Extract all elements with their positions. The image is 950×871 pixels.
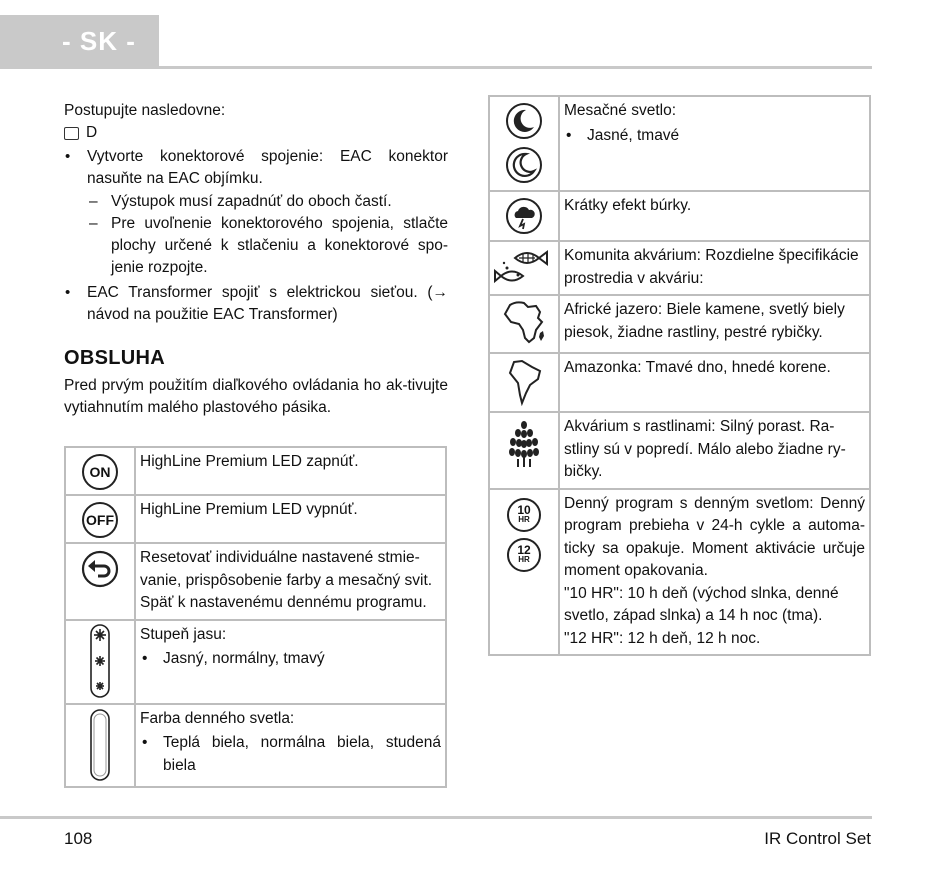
icon-cell bbox=[489, 412, 559, 489]
africa-map-icon bbox=[500, 299, 548, 347]
color-label: Farba denného svetla: bbox=[140, 709, 295, 727]
moonlight-options: • Jasné, tmavé bbox=[564, 125, 865, 148]
description-cell: Amazonka: Tmavé dno, hnedé korene. bbox=[559, 353, 870, 412]
fish-community-icon bbox=[493, 246, 555, 288]
footer-title: IR Control Set bbox=[764, 829, 871, 848]
table-row bbox=[65, 495, 446, 543]
off-button-icon: OFF bbox=[82, 502, 118, 538]
checkbox-icon bbox=[64, 127, 79, 140]
description-cell: Africké jazero: Biele kamene, svetlý biely piesok, žiadne rastliny, pestré rybičky. bbox=[559, 295, 870, 353]
twelve-hour-text: "12 HR": 12 h deň, 12 h noc. bbox=[564, 629, 761, 647]
table-row bbox=[489, 191, 870, 241]
table-row bbox=[65, 620, 446, 704]
icon-cell bbox=[489, 191, 559, 241]
twelve-hour-unit: HR bbox=[518, 554, 530, 564]
brightness-rocker-icon bbox=[89, 624, 111, 698]
remote-buttons-table-left bbox=[64, 446, 447, 788]
table-row bbox=[489, 96, 870, 191]
sub-list-item: – Pre uvoľnenie konektorového spojenia, stlačte plochy určené k stlačeniu a konektorové spo-jenie rozpojte. bbox=[87, 213, 448, 279]
sub-list-item: – Výstupok musí zapadnúť do oboch častí. bbox=[87, 191, 448, 213]
description-cell: Akvárium s rastlinami: Silný porast. Ra-stliny sú v popredí. Málo alebo žiadne ry-bičky. bbox=[559, 412, 870, 489]
ten-hour-number: 10 bbox=[517, 502, 531, 517]
sub-list bbox=[87, 191, 448, 279]
ten-hour-text: "10 HR": 10 h deň (východ slnka, denné svetlo, západ slnka) a 14 h noc (tma). bbox=[564, 584, 839, 624]
checkbox-label: D bbox=[86, 124, 98, 141]
section-heading: OBSLUHA bbox=[64, 347, 165, 369]
icon-cell bbox=[65, 543, 135, 620]
brightness-options: • Jasný, normálny, tmavý bbox=[140, 648, 441, 671]
description-cell: Resetovať individuálne nastavené stmie-vanie, prispôsobenie farby a mesačný svit. Späť k nastavenému dennému programu. bbox=[135, 543, 446, 620]
table-row bbox=[489, 241, 870, 295]
on-button-icon: ON bbox=[82, 454, 118, 490]
table-row bbox=[65, 447, 446, 495]
section-intro: Pred prvým použitím diaľkového ovládania ho ak-tivujte vytiahnutím malého plastového pásika. bbox=[64, 377, 448, 416]
table-row bbox=[489, 489, 870, 656]
instructions-column bbox=[64, 100, 448, 419]
icon-cell bbox=[65, 495, 135, 543]
color-options: • Teplá biela, normálna biela, studená biela bbox=[140, 732, 441, 777]
instructions-lead: Postupujte nasledovne: bbox=[64, 102, 226, 119]
remote-buttons-table-right bbox=[488, 95, 871, 656]
day-program-text: Denný program s denným svetlom: Denný program prebieha v 24-h cykle a automa-ticky sa opakuje. Moment aktivácie určuje moment opakovania. bbox=[564, 494, 865, 579]
table-row bbox=[65, 704, 446, 787]
ten-hour-icon bbox=[507, 498, 541, 532]
footer-divider bbox=[0, 816, 872, 819]
icon-cell bbox=[489, 295, 559, 353]
description-cell: Komunita akvárium: Rozdielne špecifikácie prostredia v akváriu: bbox=[559, 241, 870, 295]
icon-cell bbox=[489, 96, 559, 191]
table-row bbox=[489, 412, 870, 489]
table-row bbox=[489, 353, 870, 412]
icon-cell bbox=[65, 620, 135, 704]
ten-hour-unit: HR bbox=[518, 514, 530, 524]
description-cell: HighLine Premium LED zapnúť. bbox=[135, 447, 446, 495]
description-cell bbox=[135, 620, 446, 704]
icon-cell bbox=[489, 489, 559, 656]
description-cell bbox=[559, 96, 870, 191]
description-cell: HighLine Premium LED vypnúť. bbox=[135, 495, 446, 543]
south-america-map-icon bbox=[504, 358, 544, 406]
page-number: 108 bbox=[64, 829, 93, 848]
icon-cell bbox=[489, 241, 559, 295]
list-item: • EAC Transformer spojiť s elektrickou sieťou. (→ návod na použitie EAC Transformer) bbox=[64, 282, 448, 326]
instructions-list bbox=[64, 146, 448, 326]
table-row bbox=[489, 295, 870, 353]
moonlight-icon bbox=[504, 101, 544, 185]
color-rocker-icon bbox=[89, 709, 111, 781]
icon-cell bbox=[65, 447, 135, 495]
description-cell: Krátky efekt búrky. bbox=[559, 191, 870, 241]
description-cell bbox=[135, 704, 446, 787]
storm-cloud-icon bbox=[505, 197, 543, 235]
table-row bbox=[65, 543, 446, 620]
plants-icon bbox=[504, 419, 544, 469]
reset-arrow-icon bbox=[81, 550, 119, 588]
header-divider bbox=[0, 66, 872, 69]
description-cell bbox=[559, 489, 870, 656]
language-tab: - SK - bbox=[0, 15, 159, 68]
moonlight-label: Mesačné svetlo: bbox=[564, 102, 676, 119]
twelve-hour-icon bbox=[507, 538, 541, 572]
icon-cell bbox=[489, 353, 559, 412]
list-item bbox=[64, 146, 448, 279]
icon-cell bbox=[65, 704, 135, 787]
checkbox-line bbox=[64, 122, 448, 144]
brightness-label: Stupeň jasu: bbox=[140, 625, 227, 643]
list-item-text: Vytvorte konektorové spojenie: EAC konektor nasuňte na EAC objímku. bbox=[87, 148, 448, 187]
twelve-hour-number: 12 bbox=[517, 542, 531, 557]
